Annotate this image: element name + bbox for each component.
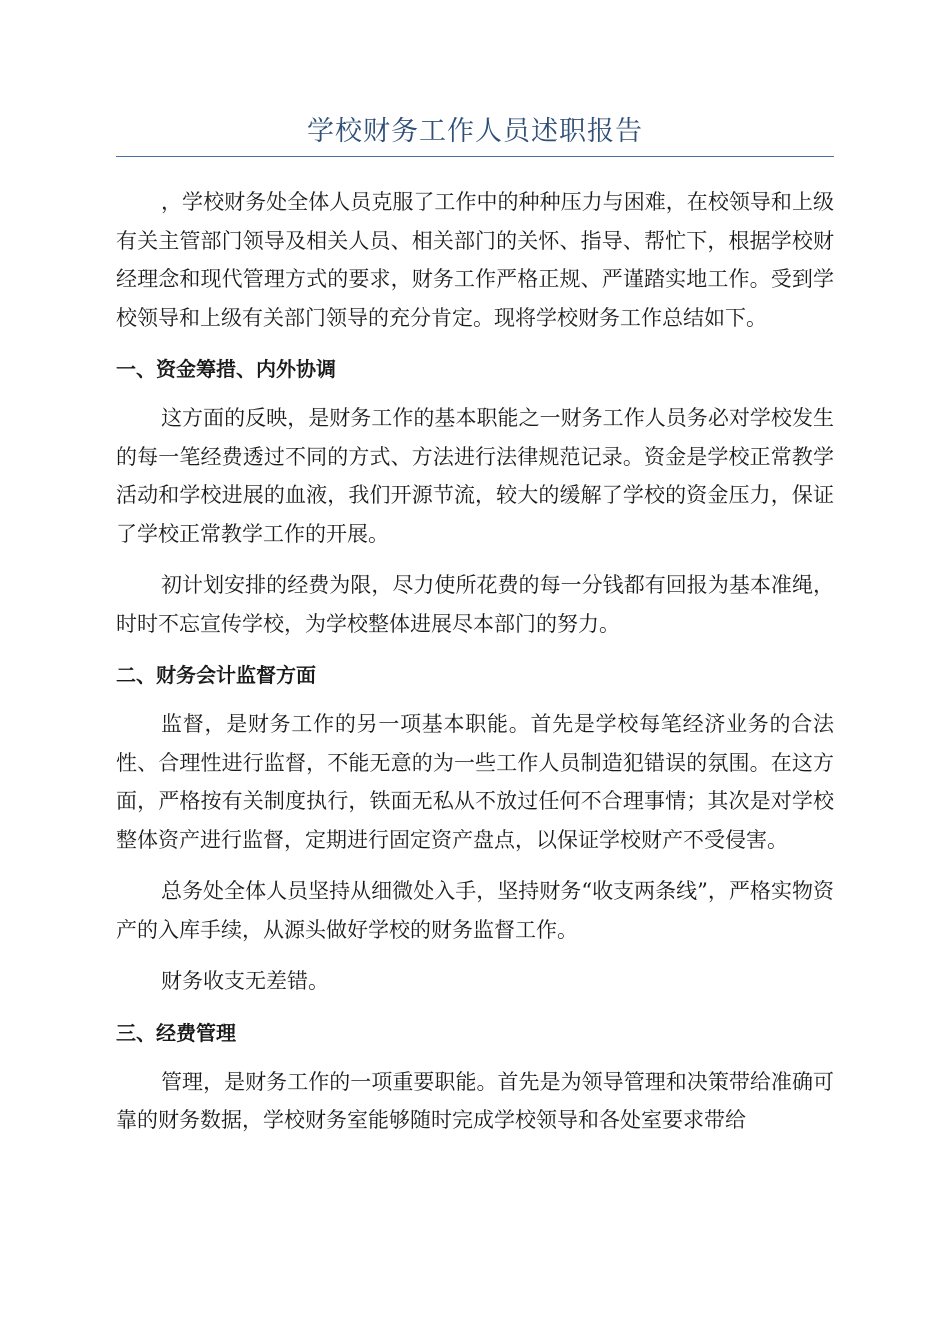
section-heading-1: 一、资金筹措、内外协调 <box>116 357 336 381</box>
paragraph: 财务收支无差错。 <box>161 969 329 993</box>
paragraph: 管理，是财务工作的一项重要职能。首先是为领导管理和决策带给准确可靠的财务数据，学校财务室能够随时完成学校领导和各处室要求带给 <box>116 1069 834 1132</box>
paragraph: 监督，是财务工作的另一项基本职能。首先是学校每笔经济业务的合法性、合理性进行监督，不能无意的为一些工作人员制造犯错误的氛围。在这方面，严格按有关制度执行，铁面无私从不放过任何不合理事情；其次是对学校整体资产进行监督，定期进行固定资产盘点，以保证学校财产不受侵害。 <box>116 712 834 852</box>
document-page <box>116 110 834 1153</box>
paragraph: 总务处全体人员坚持从细微处入手，坚持财务“收支两条线”，严格实物资产的入库手续，从源头做好学校的财务监督工作。 <box>116 879 834 942</box>
paragraph: 这方面的反映，是财务工作的基本职能之一财务工作人员务必对学校发生的每一笔经费透过不同的方式、方法进行法律规范记录。资金是学校正常教学活动和学校进展的血液，我们开源节流，较大的缓解了学校的资金压力，保证了学校正常教学工作的开展。 <box>116 406 834 546</box>
section-heading-3: 三、经费管理 <box>116 1020 236 1045</box>
intro-paragraph: ，学校财务处全体人员克服了工作中的种种压力与困难，在校领导和上级有关主管部门领导及相关人员、相关部门的关怀、指导、帮忙下，根据学校财经理念和现代管理方式的要求，财务工作严格正规、严谨踏实地工作。受到学校领导和上级有关部门领导的充分肯定。现将学校财务工作总结如下。 <box>116 190 834 330</box>
paragraph: 初计划安排的经费为限，尽力使所花费的每一分钱都有回报为基本准绳，时时不忘宣传学校，为学校整体进展尽本部门的努力。 <box>116 573 834 636</box>
section-heading-2: 二、财务会计监督方面 <box>116 663 316 687</box>
document-title: 学校财务工作人员述职报告 <box>116 110 834 157</box>
